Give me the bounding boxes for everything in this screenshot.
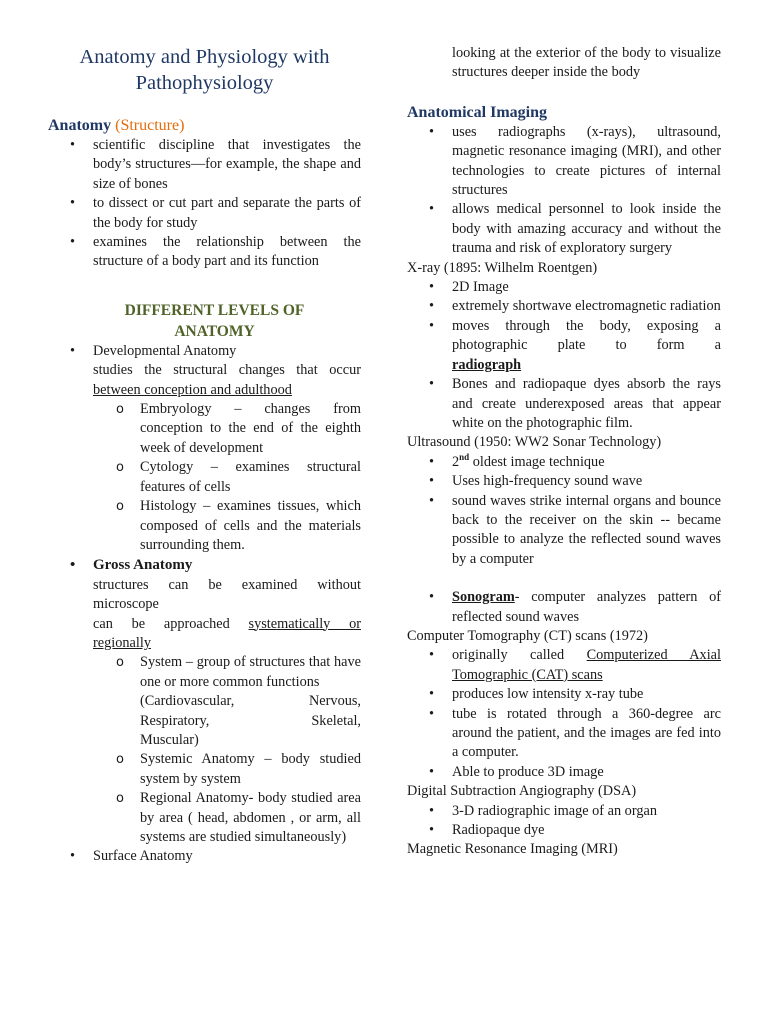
mri-heading: Magnetic Resonance Imaging (MRI) [407, 841, 618, 858]
gross-anatomy-item: • Gross Anatomy [48, 556, 361, 575]
gross-sublist [48, 653, 361, 847]
anatomy-heading-paren: (Structure) [115, 117, 185, 134]
xray-list [407, 278, 721, 433]
imaging-heading: Anatomical Imaging [407, 103, 547, 121]
levels-heading [48, 300, 361, 342]
developmental-sublist [48, 400, 361, 555]
list-item: o Regional Anatomy- body studied area by area ( head, abdomen , or arm, all systems are studied simultaneously) [48, 789, 361, 847]
list-item: o Embryology – changes from conception to the end of the eighth week of development [48, 400, 361, 458]
system-list-item: (Cardiovascular, [140, 693, 235, 710]
system-text: System – group of structures that have one or more common functions [140, 654, 361, 690]
developmental-desc-text: studies the structural changes that occur [93, 362, 361, 379]
title-line-2: Pathophysiology [135, 72, 274, 94]
anatomy-heading [48, 116, 361, 136]
developmental-desc-underlined: between conception and adulthood [93, 381, 292, 398]
ct-list [407, 646, 721, 782]
page-title [48, 44, 361, 96]
gross-desc2-underlined: systematically or regionally [93, 615, 361, 651]
xray-b3-text: moves through the body, exposing a photographic plate to form a [452, 317, 721, 354]
levels-heading-line-1: DIFFERENT LEVELS OF [124, 301, 305, 319]
system-list-item: Muscular) [140, 731, 199, 748]
list-item: • tube is rotated through a 360-degree arc around the patient, and the images are fed into a computer. [407, 705, 721, 763]
dsa-list [407, 802, 721, 841]
system-list-row-2 [140, 712, 361, 731]
gross-description-1: structures can be examined without microscope [93, 576, 361, 613]
system-list-item: Nervous, [308, 693, 361, 710]
list-item: • examines the relationship between the structure of a body part and its function [48, 233, 361, 272]
list-item: • Radiopaque dye [407, 821, 721, 840]
list-item [48, 653, 361, 750]
system-list-item: Respiratory, [140, 712, 210, 729]
list-item: o Histology – examines tissues, which composed of cells and the materials surrounding them. [48, 497, 361, 555]
list-item: • Able to produce 3D image [407, 763, 721, 782]
ct-b1-text: originally called [452, 647, 587, 664]
list-item: • 3-D radiographic image of an organ [407, 802, 721, 821]
list-item [407, 646, 721, 685]
xray-heading: X-ray (1895: Wilhelm Roentgen) [407, 259, 598, 276]
anatomy-list [48, 136, 361, 272]
ultrasound-list [407, 453, 721, 627]
right-column [407, 0, 721, 860]
developmental-anatomy-item: • Developmental Anatomy [48, 342, 361, 361]
sonogram-text: - computer analyzes pattern of reflected sound waves [452, 589, 721, 625]
list-item: • Uses high-frequency sound wave [407, 472, 721, 491]
list-item: o Cytology – examines structural features of cells [48, 458, 361, 497]
list-item: • produces low intensity x-ray tube [407, 685, 721, 704]
list-item [407, 453, 721, 472]
anatomy-heading-text: Anatomy [48, 117, 112, 134]
list-item: • 2D Image [407, 278, 721, 297]
dsa-heading: Digital Subtraction Angiography (DSA) [407, 783, 637, 800]
radiograph-term: radiograph [452, 356, 522, 373]
developmental-description [48, 361, 361, 400]
system-list-item: Skeletal, [311, 712, 361, 729]
list-item: • extremely shortwave electromagnetic radiation [407, 297, 721, 316]
gross-description-2 [48, 615, 361, 654]
ordinal-number: 2 [452, 453, 460, 470]
system-list-row-3 [140, 731, 361, 750]
title-line-1: Anatomy and Physiology with [79, 46, 330, 68]
list-item: o Systemic Anatomy – body studied system by system [48, 750, 361, 789]
ultrasound-heading: Ultrasound (1950: WW2 Sonar Technology) [407, 434, 662, 451]
imaging-list [407, 123, 721, 259]
list-item [407, 588, 721, 627]
ct-heading: Computer Tomography (CT) scans (1972) [407, 627, 648, 644]
levels-list [48, 342, 361, 361]
ultrasound-b1-text: oldest image technique [469, 453, 605, 470]
list-item [407, 317, 721, 356]
list-item: • sound waves strike internal organs and bounce back to the receiver on the skin -- became possible to analyze the reflected sound waves by a computer [407, 492, 721, 570]
gross-desc2-text: can be approached [93, 615, 249, 632]
system-list-row-1 [140, 692, 361, 711]
gross-list [48, 556, 361, 575]
ct-b1-underlined: Computerized Axial Tomographic (CAT) scans [452, 647, 721, 683]
surface-anatomy-item: • Surface Anatomy [48, 847, 361, 866]
sonogram-term: Sonogram [452, 589, 515, 606]
list-item: • allows medical personnel to look inside the body with amazing accuracy and without the trauma and risk of exploratory surgery [407, 200, 721, 258]
list-item: • scientific discipline that investigates the body’s structures—for example, the shape and size of bones [48, 136, 361, 194]
levels-heading-line-2: ANATOMY [174, 322, 255, 340]
ordinal-suffix: nd [459, 451, 470, 462]
list-item: • Bones and radiopaque dyes absorb the rays and create underexposed areas that appear white on the photographic film. [407, 375, 721, 433]
list-item: • uses radiographs (x-rays), ultrasound, magnetic resonance imaging (MRI), and other technologies to create pictures of internal structures [407, 123, 721, 201]
surface-continuation: looking at the exterior of the body to visualize structures deeper inside the body [452, 45, 721, 81]
left-column [48, 0, 361, 867]
list-item-continuation [407, 356, 721, 375]
list-item: • to dissect or cut part and separate the parts of the body for study [48, 194, 361, 233]
surface-list [48, 847, 361, 866]
